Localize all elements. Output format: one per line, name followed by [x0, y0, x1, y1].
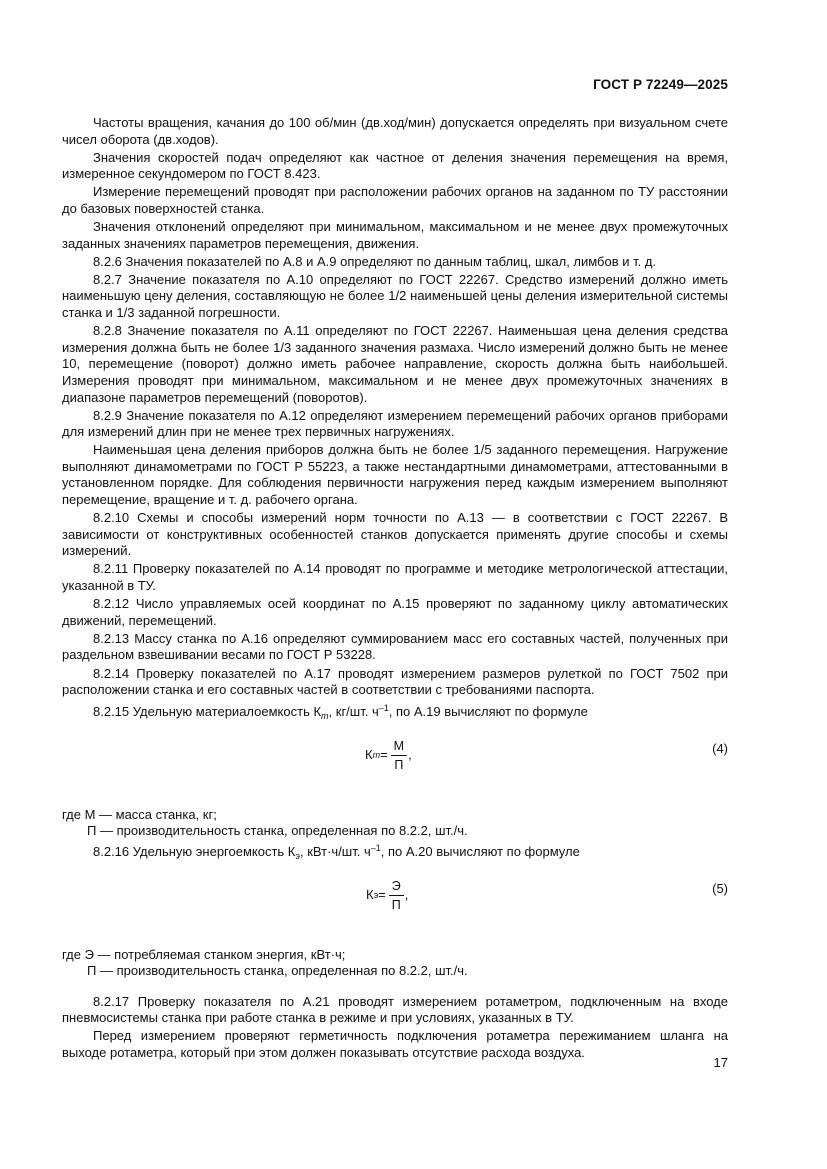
body-paragraph: Наименьшая цена деления приборов должна быть не более 1/5 заданного перемещения. Нагружение выполняют динамометрами по ГОСТ Р 55223, а также нестандартными динамометрами, аттестованными в установленном порядке. Для соблюдения первичности нагружения перед каждым измерением выполняют перемещение, вращение и т. д. рабочего органа. — [62, 442, 728, 508]
where-5-line-2: П — производительность станка, определенная по 8.2.2, шт./ч. — [87, 963, 468, 979]
p815-text-after: , по А.19 вычисляют по формуле — [388, 704, 588, 720]
formula-4-lhs: К — [365, 746, 373, 762]
formula-4-denominator: П — [394, 757, 404, 772]
where-block-5 — [62, 947, 728, 980]
body-paragraph: 8.2.12 Число управляемых осей координат по А.15 проверяют по заданному циклу автоматических движений, перемещений. — [62, 596, 728, 628]
paragraphs-group-a — [62, 115, 728, 699]
formula-5-expression — [366, 879, 408, 912]
body-paragraph: 8.2.9 Значение показателя по А.12 определяют измерением перемещений рабочих органов приборами для измерений длин при не менее трех первичных нагружениях. — [62, 407, 728, 440]
body-paragraph: 8.2.13 Массу станка по А.16 определяют суммированием масс его составных частей, полученных при раздельном взвешивании весами по ГОСТ Р 53228. — [62, 630, 728, 663]
formula-5-numerator: Э — [389, 879, 404, 896]
formula-4-lhs-sub: m — [372, 749, 381, 760]
document-body — [62, 115, 728, 1063]
p816-text-after: , по А.20 вычисляют по формуле — [380, 843, 580, 859]
p815-text-middle: , кг/шт. ч — [328, 704, 379, 720]
formula-5-comma: , — [404, 886, 409, 902]
where-block-4 — [62, 807, 728, 840]
paragraph-8-2-15 — [62, 700, 728, 725]
p816-text-middle: , кВт·ч/шт. ч — [299, 843, 371, 859]
formula-5-denominator: П — [391, 897, 401, 912]
where-5-line-1: где Э — потребляемая станком энергия, кВт·ч; — [62, 946, 346, 962]
body-paragraph: 8.2.7 Значение показателя по А.10 определяют по ГОСТ 22267. Средство измерений должно иметь наименьшую цену деления, составляющую не более 1/2 наименьшей цены деления измерительной системы станка и 1/3 заданной погрешности. — [62, 271, 728, 321]
formula-5-equals: = — [378, 886, 386, 902]
formula-4-comma: , — [408, 746, 412, 762]
body-paragraph: Измерение перемещений проводят при расположении рабочих органов на заданном по ТУ расстоянии до базовых поверхностей станка. — [62, 184, 728, 216]
formula-4-numerator: М — [391, 739, 407, 756]
formula-5 — [62, 877, 728, 937]
formula-5-lhs-sub: э — [373, 889, 379, 900]
body-paragraph: 8.2.10 Схемы и способы измерений норм точности по А.13 — в соответствии с ГОСТ 22267. В зависимости от конструктивных особенностей станков допускается применять другие способы и схемы измерений. — [62, 510, 728, 559]
p815-superscript: –1 — [378, 703, 389, 714]
formula-5-fraction — [389, 879, 404, 912]
body-paragraph: 8.2.17 Проверку показателя по А.21 проводят измерением ротаметром, подключенным на входе пневмосистемы станка при работе станка в режиме и при условиях, указанных в ТУ. — [62, 993, 728, 1026]
body-paragraph: 8.2.6 Значения показателей по А.8 и А.9 определяют по данным таблиц, шкал, лимбов и т. д. — [93, 253, 657, 269]
formula-4-expression — [365, 739, 412, 772]
document-header: ГОСТ Р 72249—2025 — [593, 77, 728, 92]
formula-4 — [62, 737, 728, 797]
body-paragraph: Частоты вращения, качания до 100 об/мин (дв.ход/мин) допускается определять при визуальном счете чисел оборота (дв.ходов). — [62, 115, 728, 147]
page-number: 17 — [713, 1055, 728, 1070]
formula-4-equals: = — [380, 746, 388, 762]
where-4-line-1: где М — масса станка, кг; — [62, 806, 217, 822]
body-paragraph: 8.2.14 Проверку показателей по А.17 проводят измерением размеров рулеткой по ГОСТ 7502 при расположении станка и его составных частей в соответствии с требованиями паспорта. — [62, 665, 728, 698]
where-4-line-2: П — производительность станка, определенная по 8.2.2, шт./ч. — [87, 823, 468, 839]
formula-4-fraction — [391, 739, 407, 772]
body-paragraph: Значения скоростей подач определяют как частное от деления значения перемещения на время, измеренное секундомером по ГОСТ 8.423. — [62, 149, 728, 182]
p816-superscript: –1 — [370, 842, 381, 853]
body-paragraph: Значения отклонений определяют при минимальном, максимальном и не менее двух промежуточных заданных значениях параметров перемещения, движения. — [62, 219, 728, 251]
equation-number-5: (5) — [712, 880, 728, 896]
equation-number-4: (4) — [712, 740, 728, 756]
body-paragraph: 8.2.11 Проверку показателей по А.14 проводят по программе и методике метрологической аттестации, указанной в ТУ. — [62, 561, 728, 594]
body-paragraph: 8.2.8 Значение показателя по А.11 определяют по ГОСТ 22267. Наименьшая цена деления средства измерения должна быть не более 1/3 заданного значения размаха. Число измерений должно быть не менее 10, перемещение (поворот) должно иметь рабочее направление, скорость должна быть наибольшей. Измерения проводят при минимальном, максимальном и не менее двух промежуточных значениях в диапазоне параметров перемещений (поворотов). — [62, 323, 728, 405]
body-paragraph: Перед измерением проверяют герметичность подключения ротаметра пережиманием шланга на выходе ротаметра, который при этом должен показывать отсутствие расхода воздуха. — [62, 1028, 728, 1061]
p815-subscript: m — [321, 711, 329, 722]
paragraph-8-2-16 — [62, 840, 728, 865]
formula-5-lhs: К — [366, 886, 374, 902]
p815-text-before: 8.2.15 Удельную материалоемкость К — [93, 704, 322, 720]
p816-subscript: э — [295, 850, 300, 861]
p816-text-before: 8.2.16 Удельную энергоемкость К — [93, 843, 296, 859]
paragraphs-group-b — [62, 994, 728, 1062]
